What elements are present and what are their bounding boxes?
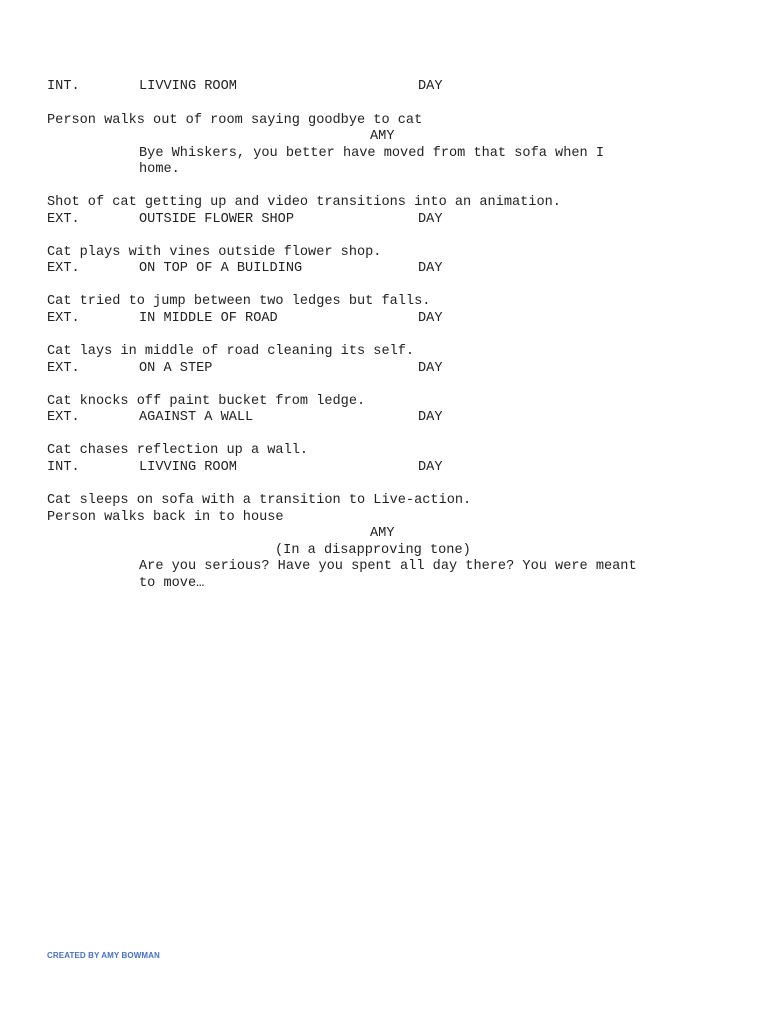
action-3: Cat plays with vines outside flower shop. bbox=[47, 245, 382, 260]
scene-heading-7-time: DAY bbox=[418, 460, 443, 475]
footer-credit: CREATED BY AMY BOWMAN bbox=[47, 951, 160, 960]
action-1: Person walks out of room saying goodbye to cat bbox=[47, 113, 423, 128]
action-5: Cat lays in middle of road cleaning its self. bbox=[47, 344, 415, 359]
scene-heading-5-int-ext: EXT. bbox=[47, 361, 80, 376]
action-9: Person walks back in to house bbox=[47, 510, 284, 525]
character-amy-2: AMY bbox=[370, 526, 395, 541]
action-6: Cat knocks off paint bucket from ledge. bbox=[47, 394, 366, 409]
scene-heading-4-location: IN MIDDLE OF ROAD bbox=[139, 311, 278, 326]
action-2: Shot of cat getting up and video transitions into an animation. bbox=[47, 195, 561, 210]
scene-heading-3-int-ext: EXT. bbox=[47, 261, 80, 276]
scene-heading-2-int-ext: EXT. bbox=[47, 212, 80, 227]
scene-heading-6-int-ext: EXT. bbox=[47, 410, 80, 425]
scene-heading-4-time: DAY bbox=[418, 311, 443, 326]
action-7: Cat chases reflection up a wall. bbox=[47, 443, 309, 458]
scene-heading-7-location: LIVVING ROOM bbox=[139, 460, 237, 475]
scene-heading-1-location: LIVVING ROOM bbox=[139, 79, 237, 94]
dialogue-2-line-1: Are you serious? Have you spent all day there? You were meant bbox=[139, 559, 637, 574]
scene-heading-4-int-ext: EXT. bbox=[47, 311, 80, 326]
dialogue-1-line-1: Bye Whiskers, you better have moved from that sofa when I bbox=[139, 146, 604, 161]
scene-heading-7-int-ext: INT. bbox=[47, 460, 80, 475]
scene-heading-3-time: DAY bbox=[418, 261, 443, 276]
parenthetical: (In a disapproving tone) bbox=[275, 543, 471, 558]
character-amy-1: AMY bbox=[370, 129, 395, 144]
scene-heading-6-time: DAY bbox=[418, 410, 443, 425]
scene-heading-5-location: ON A STEP bbox=[139, 361, 213, 376]
scene-heading-2-location: OUTSIDE FLOWER SHOP bbox=[139, 212, 294, 227]
scene-heading-5-time: DAY bbox=[418, 361, 443, 376]
dialogue-2-line-2: to move… bbox=[139, 576, 205, 591]
dialogue-1-line-2: home. bbox=[139, 162, 180, 177]
scene-heading-1-int-ext: INT. bbox=[47, 79, 80, 94]
scene-heading-3-location: ON TOP OF A BUILDING bbox=[139, 261, 303, 276]
action-4: Cat tried to jump between two ledges but falls. bbox=[47, 294, 431, 309]
scene-heading-1-time: DAY bbox=[418, 79, 443, 94]
scene-heading-6-location: AGAINST A WALL bbox=[139, 410, 254, 425]
action-8: Cat sleeps on sofa with a transition to Live-action. bbox=[47, 493, 472, 508]
scene-heading-2-time: DAY bbox=[418, 212, 443, 227]
